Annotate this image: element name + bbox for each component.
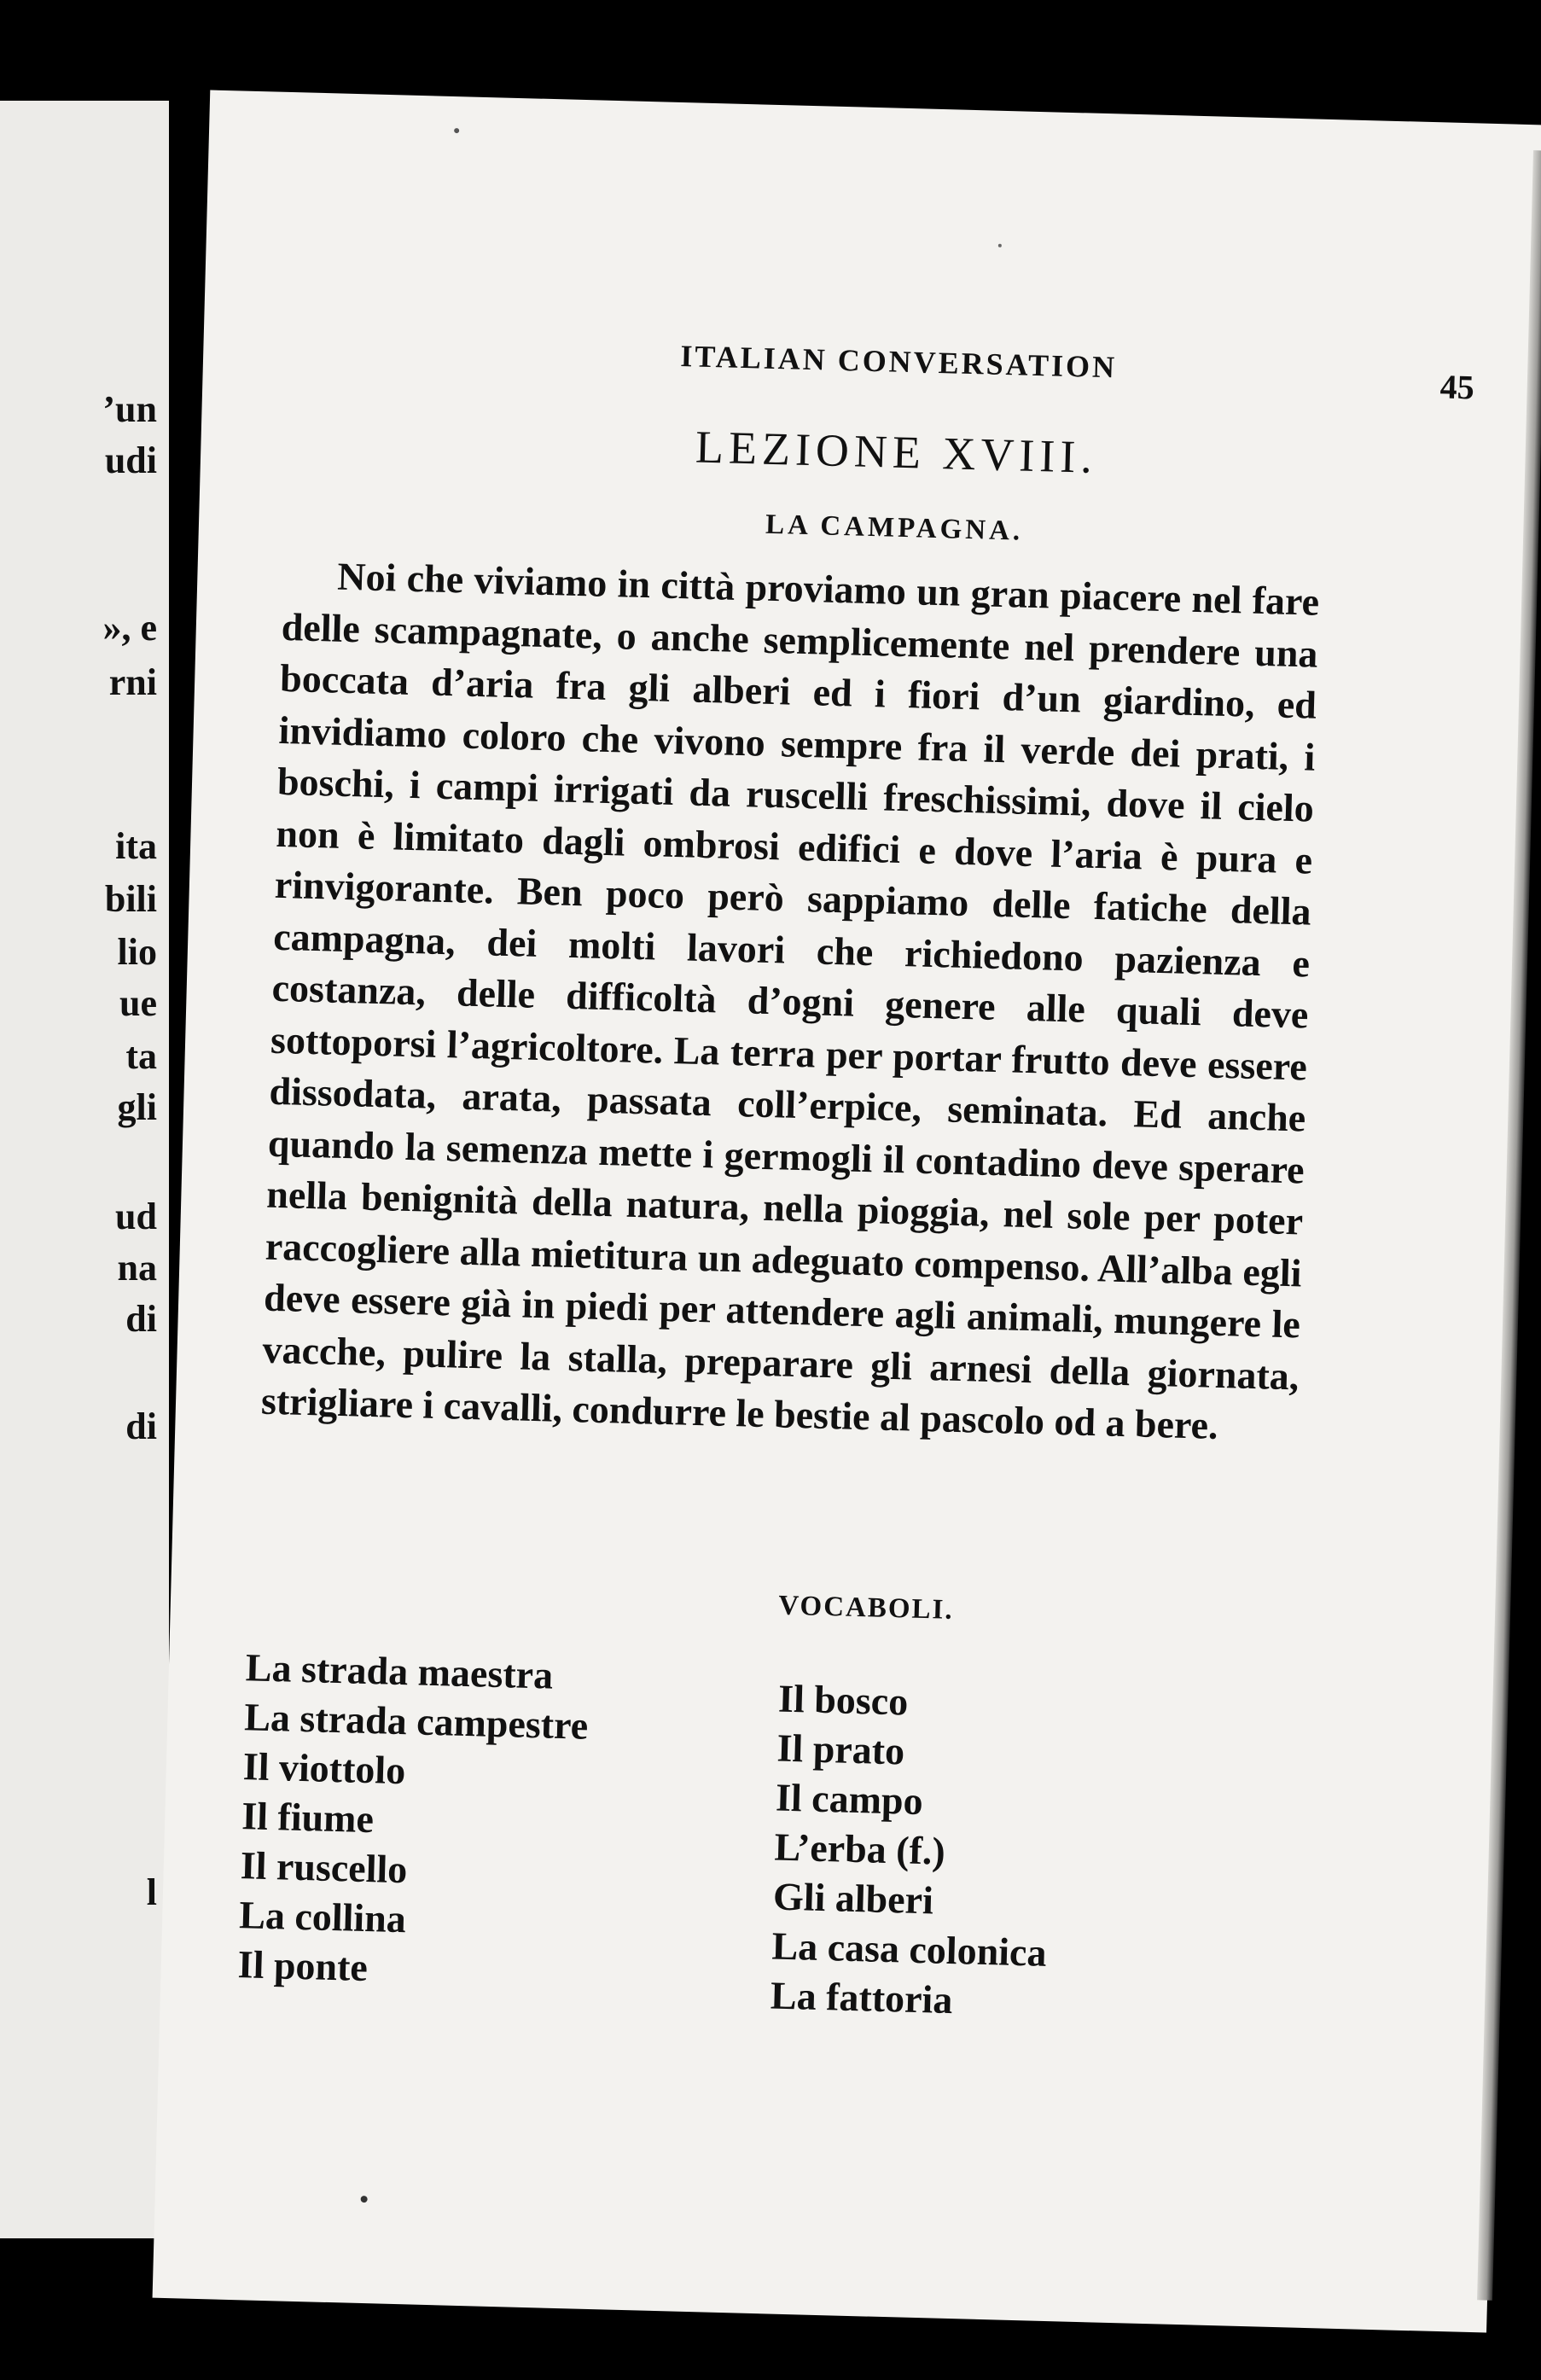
facing-page-fragment: di — [125, 1298, 157, 1340]
book-page — [153, 90, 1541, 2333]
speck — [361, 2196, 368, 2203]
page-number: 45 — [1439, 367, 1475, 407]
vocabulary-heading: VOCABOLI. — [777, 1590, 955, 1626]
vocabulary-item: L’erba (f.) — [773, 1824, 946, 1873]
paper-specks — [153, 90, 1541, 2333]
vocabulary-item: Il viottolo — [242, 1744, 406, 1793]
vocabulary-item: La collina — [238, 1893, 407, 1941]
section-title: LA CAMPAGNA. — [765, 509, 1024, 547]
speck — [454, 128, 459, 133]
facing-page-fragment: bili — [104, 878, 157, 920]
vocabulary-item: La strada maestra — [245, 1645, 554, 1697]
vocabulary-item: Il bosco — [777, 1676, 909, 1724]
vocabulary-item: Il ponte — [237, 1942, 369, 1990]
facing-page-fragment: rni — [108, 661, 157, 703]
facing-page-fragment: ita — [115, 825, 157, 867]
speck — [998, 244, 1002, 247]
vocabulary-item: La strada campestre — [243, 1695, 589, 1748]
facing-page-fragment: ue — [119, 982, 157, 1024]
facing-page-fragment: ud — [115, 1196, 157, 1237]
facing-page-fragment: na — [117, 1247, 157, 1289]
lesson-paragraph: Noi che viviamo in città proviamo un gran piacere nel fare delle scampagnate, o anche semplicemente nel prendere una boccata d’aria fra gli alberi ed i fiori d’un giardino, ed invidiamo coloro che vivono sempre fra il verde dei prati, i boschi, i campi irrigati da ruscelli freschissimi, dove il cielo non è limitato dagli ombrosi edifici e dove l’aria è pura e rinvigorante. Ben poco però sappiamo delle fatiche della campagna, dei molti lavori che richiedono pazienza e costanza, delle difficoltà d’ogni genere alle quali deve sottoporsi l’agricoltore. La terra per portar frutto deve essere dissodata, arata, passata coll’erpice, seminata. Ed anche quando la semenza mette i germogli il contadino deve sperare nella benignità della natura, nella pioggia, nel sole per poter raccogliere alla mietitura un adeguato compenso. All’alba egli deve essere già in piedi per attendere agli animali, mungere le vacche, pulire la stalla, preparare gli arnesi della giornata, strigliare i cavalli, condurre le bestie al pascolo od a bere. — [260, 554, 1320, 1447]
facing-page-fragment: ’un — [102, 388, 157, 430]
facing-page-fragment: lio — [117, 931, 157, 973]
facing-page-fragment: ta — [125, 1035, 157, 1077]
vocabulary-item: Il ruscello — [240, 1843, 408, 1892]
facing-page — [0, 101, 169, 2238]
facing-page-fragment: gli — [117, 1086, 157, 1128]
facing-page-fragment: l — [146, 1871, 157, 1913]
vocabulary-item: Il campo — [775, 1775, 924, 1824]
facing-page-fragment: udi — [104, 439, 157, 481]
vocabulary-item: Il prato — [776, 1725, 905, 1773]
vocabulary-item: La casa colonica — [770, 1923, 1048, 1975]
running-title: ITALIAN CONVERSATION — [679, 339, 1118, 385]
vocabulary-item: Il fiume — [241, 1794, 375, 1842]
lesson-title: LEZIONE XVIII. — [695, 421, 1098, 483]
vocabulary-item: La fattoria — [770, 1973, 954, 2022]
facing-page-fragment: di — [125, 1405, 157, 1447]
facing-page-fragment: », e — [102, 607, 157, 649]
vocabulary-item: Gli alberi — [772, 1874, 934, 1923]
